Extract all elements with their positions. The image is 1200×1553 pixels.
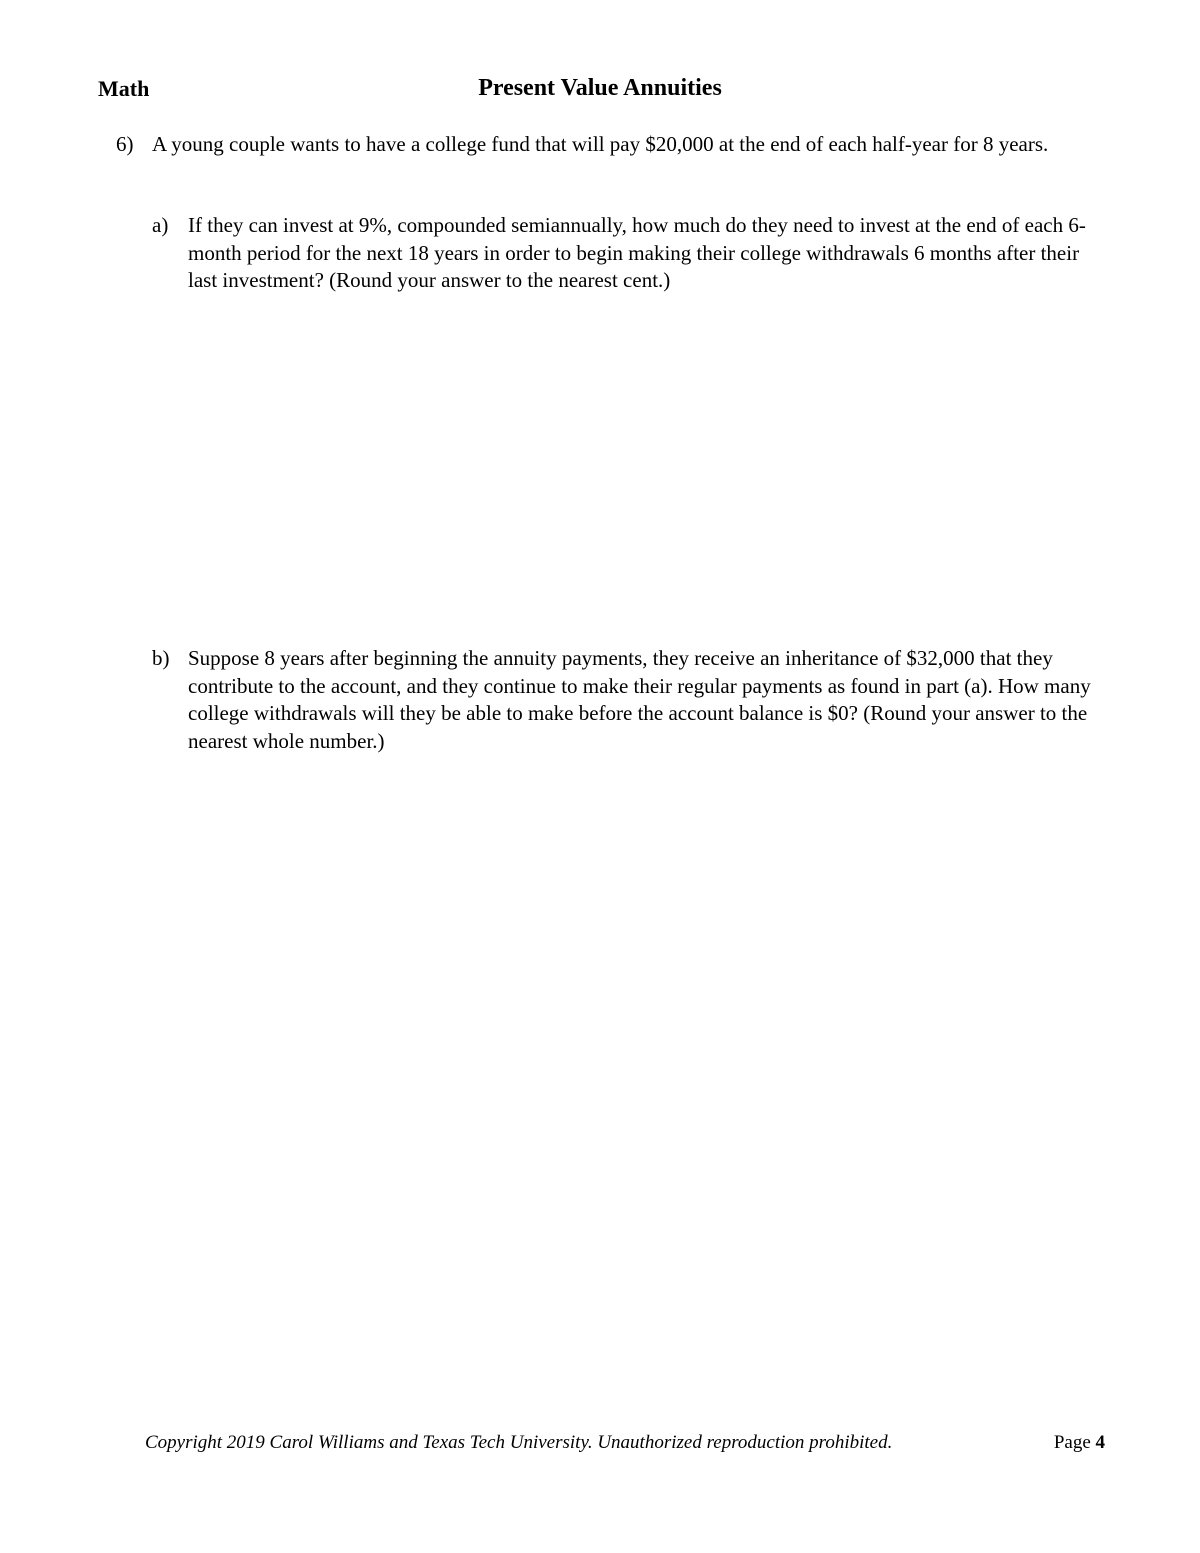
part-a-label: a)	[152, 213, 169, 237]
problem-number: 6)	[116, 132, 134, 156]
part-b-label: b)	[152, 646, 170, 670]
copyright-notice: Copyright 2019 Carol Williams and Texas Tech University. Unauthorized reproduction prohibited.	[145, 1432, 893, 1453]
page-number: 4	[1095, 1432, 1105, 1453]
subject-label: Math	[98, 76, 150, 101]
part-b-text: Suppose 8 years after beginning the annuity payments, they receive an inheritance of $32,000 that they contribute to the account, and they continue to make their regular payments as found in part (a). How many college withdrawals will they be able to make before the account balance is $0? (Round your answer to the nearest whole number.)	[188, 646, 1091, 753]
page-label: Page	[1053, 1432, 1091, 1453]
page-indicator	[1054, 1430, 1105, 1456]
page-title: Present Value Annuities	[478, 75, 722, 101]
part-a-text: If they can invest at 9%, compounded semiannually, how much do they need to invest at the end of each 6-month period for the next 18 years in order to begin making their college withdrawals 6 months after their last investment? (Round your answer to the nearest cent.)	[188, 213, 1086, 292]
problem-text: A young couple wants to have a college fund that will pay $20,000 at the end of each half-year for 8 years.	[152, 132, 1049, 156]
